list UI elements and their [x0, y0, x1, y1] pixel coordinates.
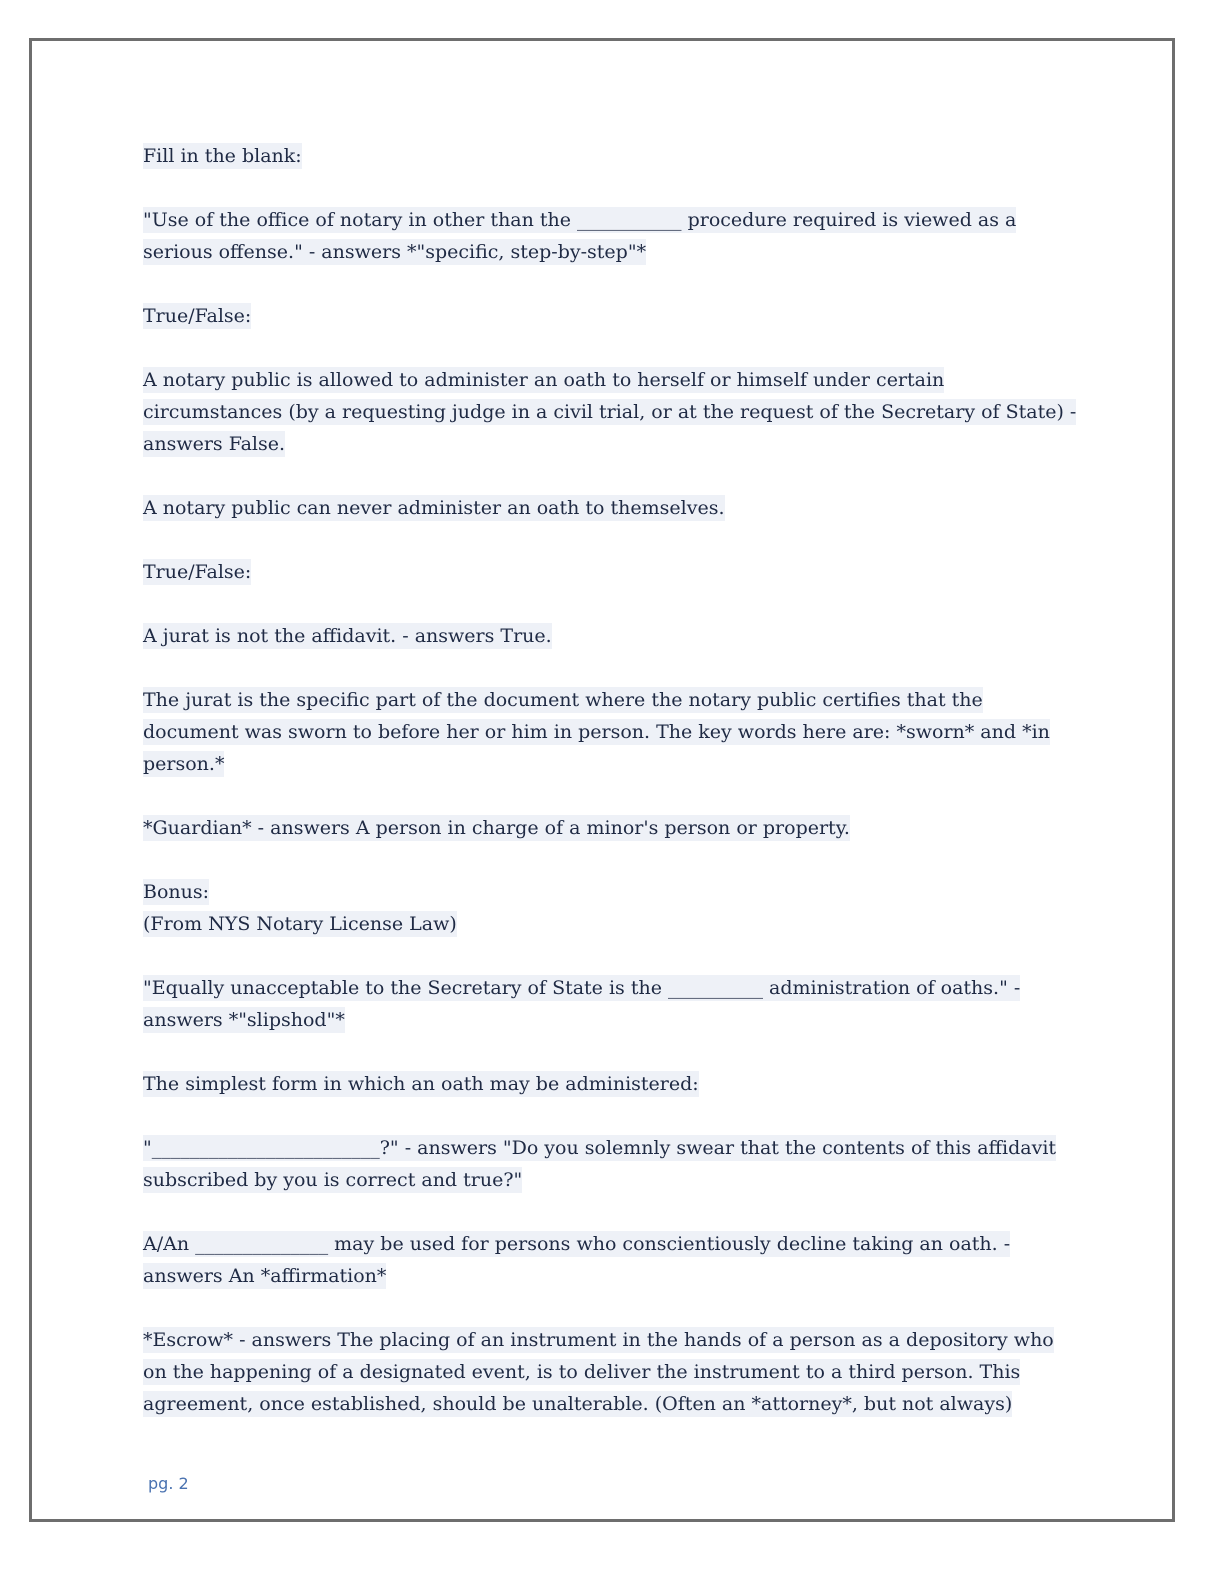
paragraph-self-oath-explanation: A notary public can never administer an oath to themselves.: [143, 497, 725, 519]
page-number: pg. 2: [148, 1474, 189, 1493]
paragraph-simplest-oath-heading: The simplest form in which an oath may be administered:: [143, 1073, 699, 1095]
paragraph-affirmation-question: A/An ______________ may be used for persons who conscientiously decline taking an oath. - answers An *affirmation*: [143, 1233, 1011, 1287]
paragraph-fill-in-heading: Fill in the blank:: [143, 145, 302, 167]
paragraph-bonus-heading: Bonus:: [143, 881, 210, 903]
paragraph-jurat-question: A jurat is not the affidavit. - answers True.: [143, 625, 552, 647]
paragraph-escrow-definition: *Escrow* - answers The placing of an instrument in the hands of a person as a depository who on the happening of a designated event, is to deliver the instrument to a third person. This agreement, once established, should be unalterable. (Often an *attorney*, but not always): [143, 1329, 1054, 1415]
paragraph-bonus-source: (From NYS Notary License Law): [143, 913, 457, 935]
paragraph-notary-office-question: "Use of the office of notary in other than the ___________ procedure required is viewed as a serious offense." - answers *"specific, step-by-step"*: [143, 209, 1017, 263]
paragraph-true-false-heading: True/False:: [143, 305, 252, 327]
paragraph-self-oath-question: A notary public is allowed to administer an oath to herself or himself under certain circumstances (by a requesting judge in a civil trial, or at the request of the Secretary of State) - answers False.: [143, 369, 1077, 455]
paragraph-guardian-definition: *Guardian* - answers A person in charge of a minor's person or property.: [143, 817, 850, 839]
document-body: [143, 140, 1083, 1452]
paragraph-true-false-heading-2: True/False:: [143, 561, 252, 583]
paragraph-jurat-explanation: The jurat is the specific part of the document where the notary public certifies that the document was sworn to before her or him in person. The key words here are: *sworn* and *in person.*: [143, 689, 1050, 775]
paragraph-oath-form-question: "________________________?" - answers "Do you solemnly swear that the contents of this affidavit subscribed by you is correct and true?": [143, 1137, 1057, 1191]
paragraph-slipshod-question: "Equally unacceptable to the Secretary of State is the __________ administration of oaths." - answers *"slipshod"*: [143, 977, 1021, 1031]
